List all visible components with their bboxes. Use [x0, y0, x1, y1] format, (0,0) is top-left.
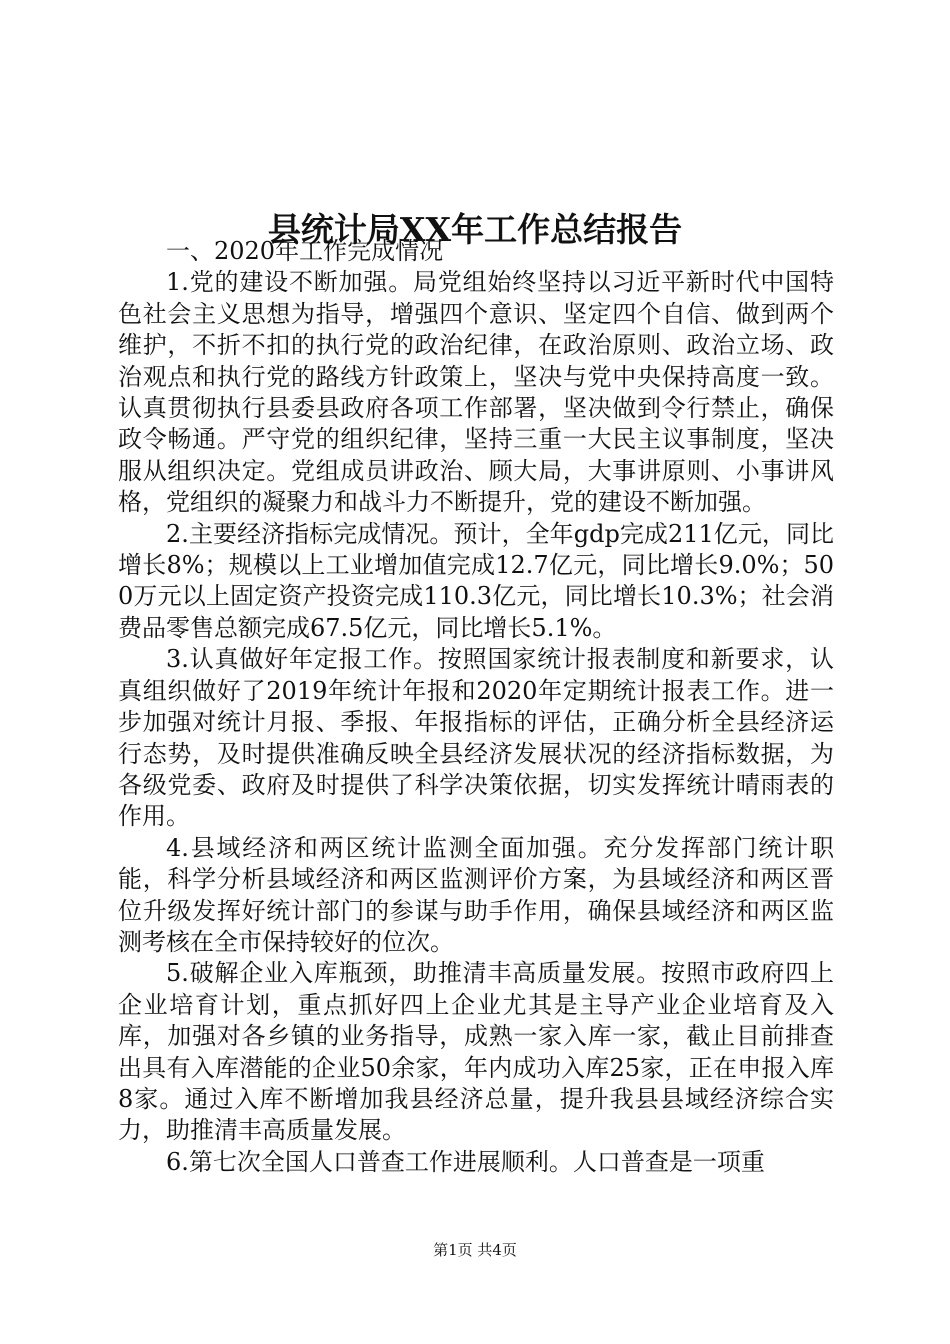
document-title: 县统计局XX年工作总结报告: [267, 210, 683, 250]
paragraph-annual-reports: 3.认真做好年定报工作。按照国家统计报表制度和新要求，认真组织做好了2019年统计年报和2020年定期统计报表工作。进一步加强对统计月报、季报、年报指标的评估，正确分析全县经济运行态势，及时提供准确反映全县经济发展状况的经济指标数据，为各级党委、政府及时提供了科学决策依据，切实发挥统计晴雨表的作用。: [118, 645, 834, 831]
paragraph-economic-indicators: 2.主要经济指标完成情况。预计，全年gdp完成211亿元，同比增长8%；规模以上工业增加值完成12.7亿元，同比增长9.0%；500万元以上固定资产投资完成110.3亿元，同比增长10.3%；社会消费品零售总额完成67.5亿元，同比增长5.1%。: [118, 519, 834, 642]
paragraph-enterprise-entry: 5.破解企业入库瓶颈，助推清丰高质量发展。按照市政府四上企业培育计划，重点抓好四上企业尤其是主导产业企业培育及入库，加强对各乡镇的业务指导，成熟一家入库一家，截止目前排查出具有入库潜能的企业50余家，年内成功入库25家，正在申报入库8家。通过入库不断增加我县经济总量，提升我县县域经济综合实力，助推清丰高质量发展。: [118, 959, 834, 1145]
section-heading: 一、2020年工作完成情况: [166, 237, 444, 265]
paragraph-county-monitoring: 4.县域经济和两区统计监测全面加强。充分发挥部门统计职能，科学分析县域经济和两区监测评价方案，为县域经济和两区晋位升级发挥好统计部门的参谋与助手作用，确保县域经济和两区监测考核在全市保持较好的位次。: [118, 833, 834, 956]
document-body: [118, 236, 834, 1178]
paragraph-party-building: 1.党的建设不断加强。局党组始终坚持以习近平新时代中国特色社会主义思想为指导，增强四个意识、坚定四个自信、做到两个维护，不折不扣的执行党的政治纪律，在政治原则、政治立场、政治观点和执行党的路线方针政策上，坚决与党中央保持高度一致。认真贯彻执行县委县政府各项工作部署，坚决做到令行禁止，确保政令畅通。严守党的组织纪律，坚持三重一大民主议事制度，坚决服从组织决定。党组成员讲政治、顾大局，大事讲原则、小事讲风格，党组织的凝聚力和战斗力不断提升，党的建设不断加强。: [118, 268, 834, 517]
paragraph-census: 6.第七次全国人口普查工作进展顺利。人口普查是一项重: [166, 1147, 765, 1176]
page-footer: 第1页 共4页: [433, 1241, 517, 1259]
